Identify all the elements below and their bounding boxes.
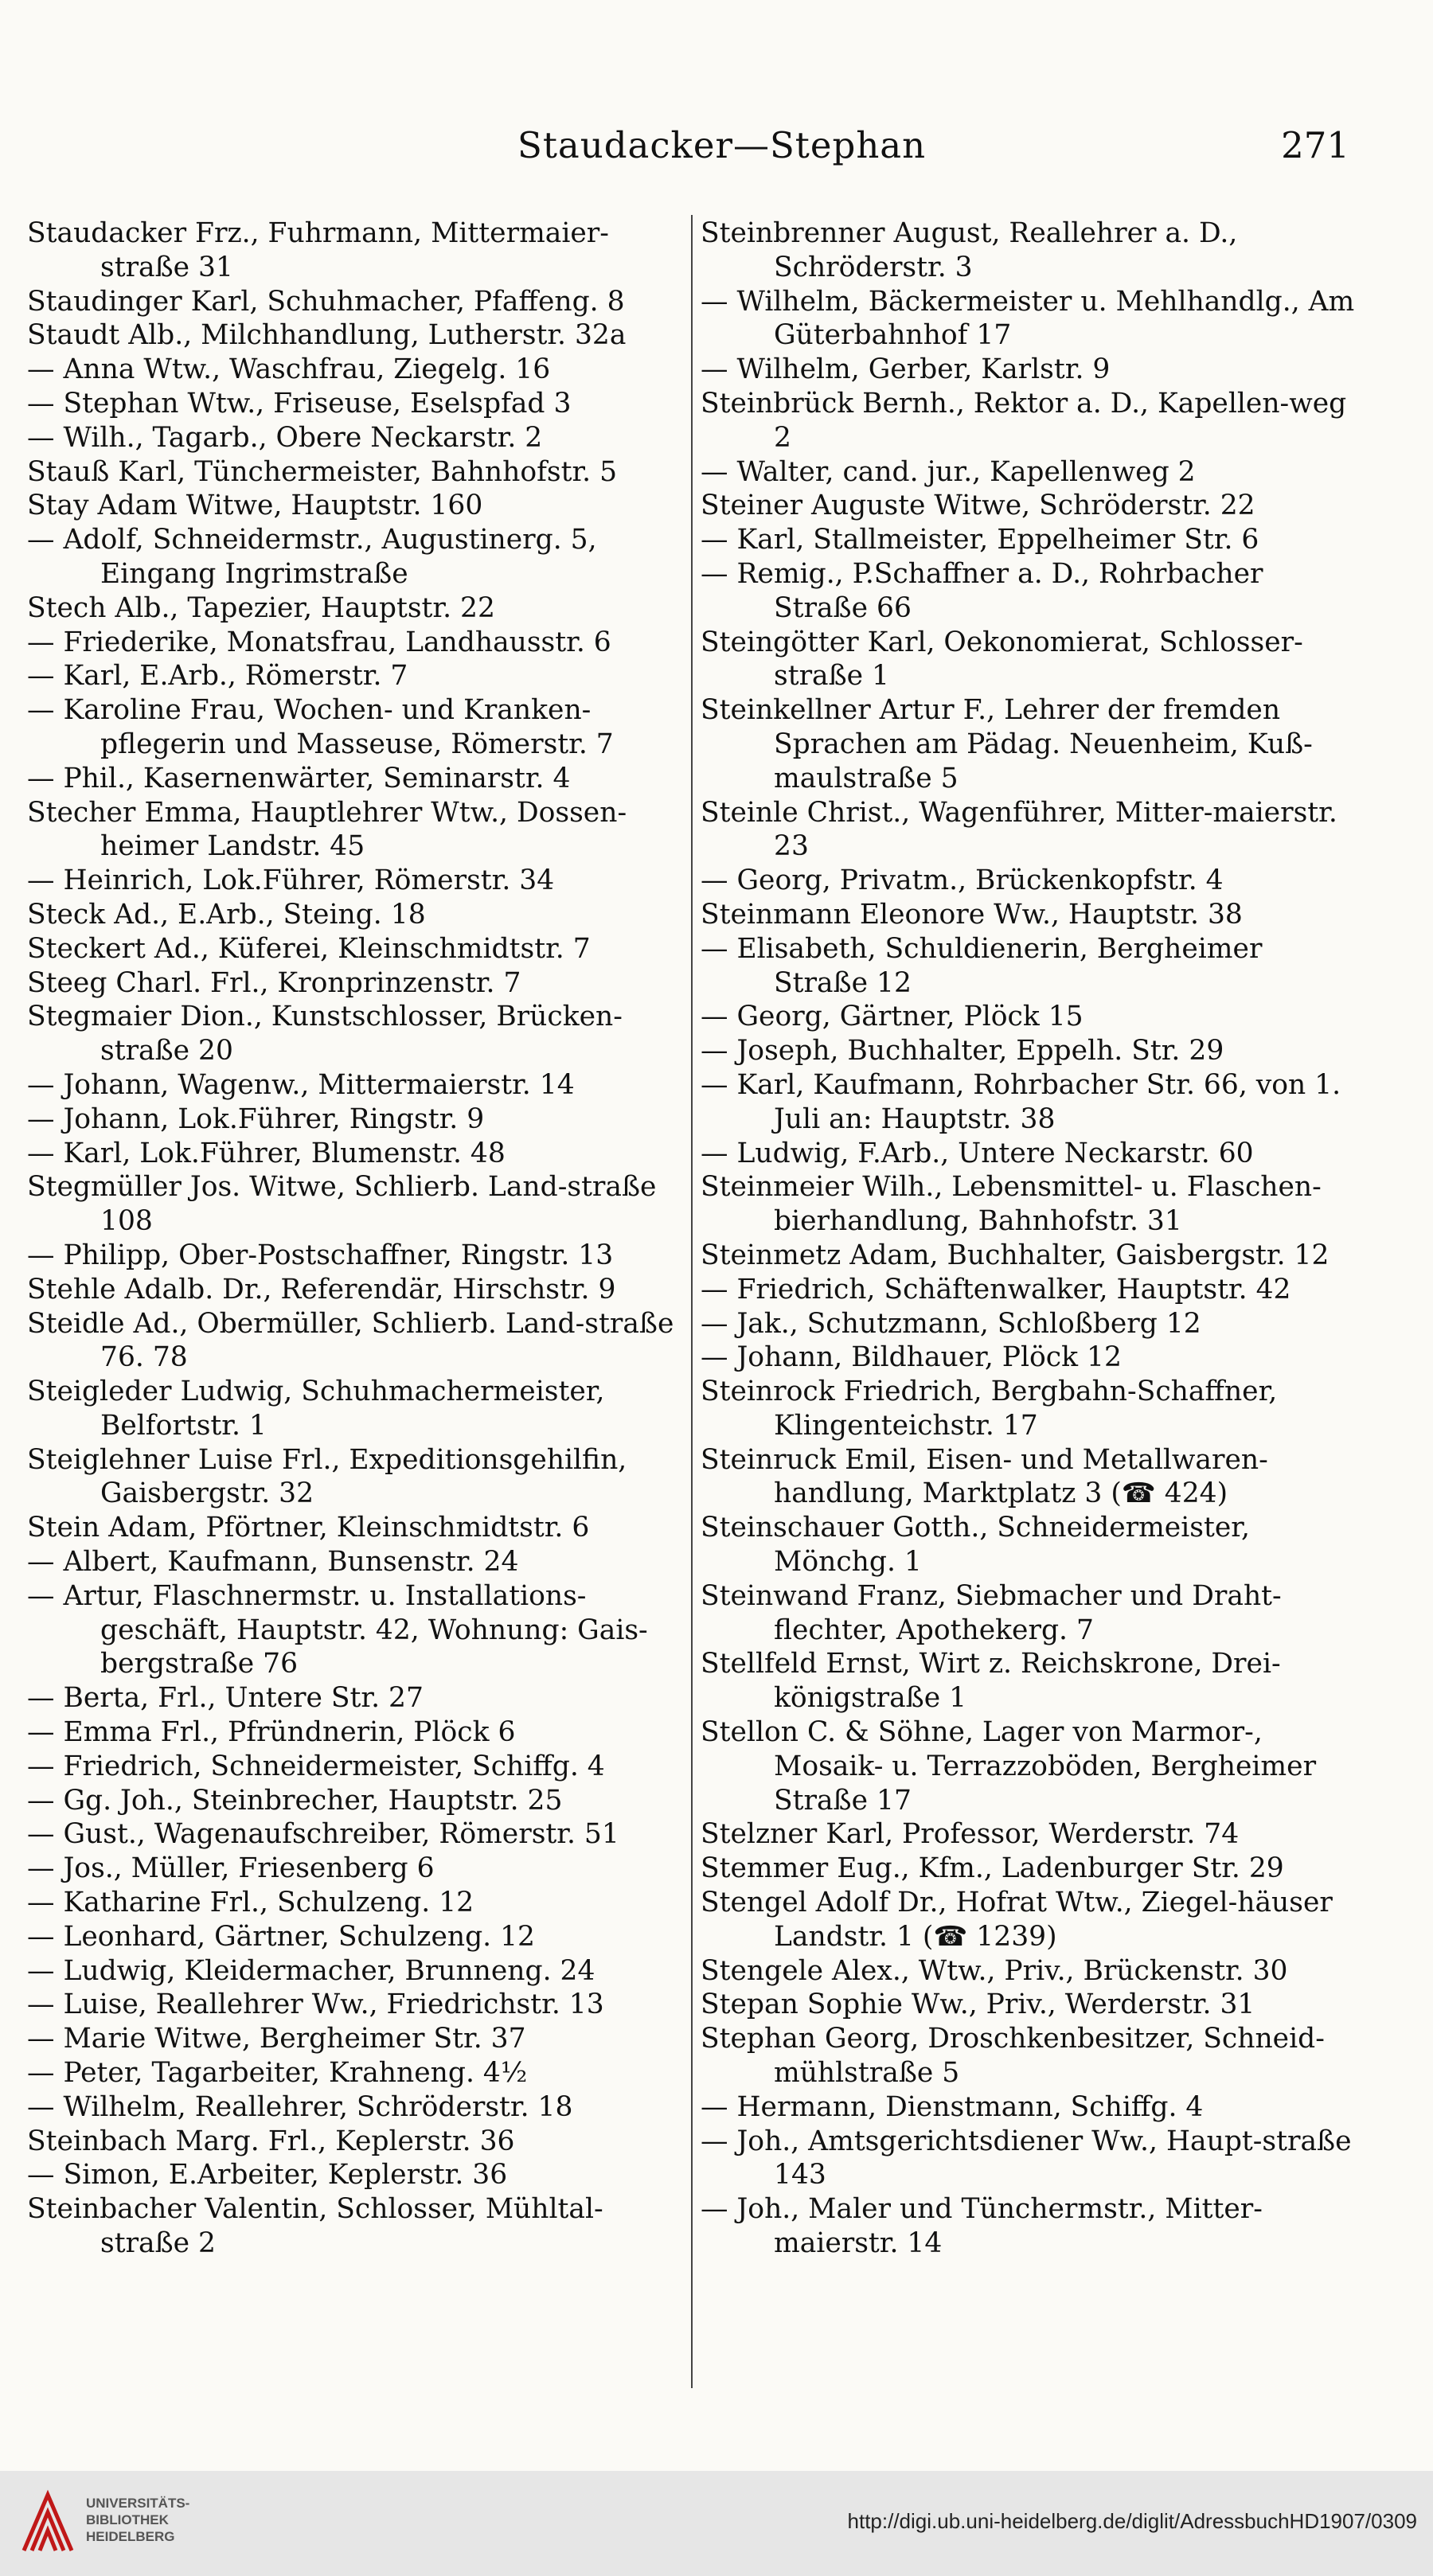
directory-entry: Steinmeier Wilh., Lebensmittel- u. Flaschen-bierhandlung, Bahnhofstr. 31 — [701, 1171, 1322, 1238]
directory-entry: — Anna Wtw., Waschfrau, Ziegelg. 16 — [27, 353, 551, 386]
directory-entry: Steiner Auguste Witwe, Schröderstr. 22 — [701, 490, 1255, 522]
directory-entry: — Stephan Wtw., Friseuse, Eselspfad 3 — [27, 387, 572, 420]
running-title: Staudacker—Stephan — [517, 124, 927, 166]
directory-entry: — Emma Frl., Pfründnerin, Plöck 6 — [27, 1716, 516, 1749]
directory-entry: Stengel Adolf Dr., Hofrat Wtw., Ziegel-häuser Landstr. 1 (☎ 1239) — [701, 1887, 1333, 1953]
directory-entry: — Elisabeth, Schuldienerin, Bergheimer Straße 12 — [701, 932, 1263, 999]
directory-entry: Steinruck Emil, Eisen- und Metallwaren-handlung, Marktplatz 3 (☎ 424) — [701, 1443, 1268, 1510]
directory-entry: — Wilhelm, Reallehrer, Schröderstr. 18 — [27, 2090, 573, 2123]
directory-entry: Steinmetz Adam, Buchhalter, Gaisbergstr. 12 — [701, 1239, 1330, 1271]
directory-entry: — Joh., Amtsgerichtsdiener Ww., Haupt-straße 143 — [701, 2125, 1352, 2192]
directory-entry: — Walter, cand. jur., Kapellenweg 2 — [701, 455, 1196, 488]
directory-entry: Steck Ad., E.Arb., Steing. 18 — [27, 898, 426, 931]
directory-entry: Steinschauer Gotth., Schneidermeister, Mönchg. 1 — [701, 1512, 1250, 1579]
directory-entry: Stehle Adalb. Dr., Referendär, Hirschstr. 9 — [27, 1273, 616, 1306]
directory-entry: — Ludwig, Kleidermacher, Brunneng. 24 — [27, 1954, 595, 1987]
directory-entry: — Simon, E.Arbeiter, Keplerstr. 36 — [27, 2159, 508, 2192]
directory-entry: — Karl, Kaufmann, Rohrbacher Str. 66, von 1. Juli an: Hauptstr. 38 — [701, 1068, 1341, 1135]
directory-entry: — Wilh., Tagarb., Obere Neckarstr. 2 — [27, 421, 543, 454]
directory-entry: Stegmüller Jos. Witwe, Schlierb. Land-straße 108 — [27, 1171, 657, 1238]
directory-entry: — Jak., Schutzmann, Schloßberg 12 — [701, 1307, 1201, 1340]
directory-entry: Stay Adam Witwe, Hauptstr. 160 — [27, 490, 483, 522]
directory-entry: — Remig., P.Schaffner a. D., Rohrbacher Straße 66 — [701, 557, 1263, 624]
directory-entry: Staudacker Frz., Fuhrmann, Mittermaier-straße 31 — [27, 217, 609, 283]
directory-entry: Steckert Ad., Küferei, Kleinschmidtstr. 7 — [27, 932, 591, 965]
directory-entry: — Phil., Kasernenwärter, Seminarstr. 4 — [27, 762, 571, 794]
institution-line: UNIVERSITÄTS- — [86, 2496, 190, 2511]
directory-entry: — Ludwig, F.Arb., Untere Neckarstr. 60 — [701, 1137, 1254, 1169]
directory-entry: Staudinger Karl, Schuhmacher, Pfaffeng. 8 — [27, 285, 625, 318]
directory-entry: — Katharine Frl., Schulzeng. 12 — [27, 1887, 474, 1919]
directory-entry: — Johann, Lok.Führer, Ringstr. 9 — [27, 1103, 485, 1135]
directory-entry: — Georg, Privatm., Brückenkopfstr. 4 — [701, 865, 1224, 897]
directory-entry: — Wilhelm, Bäckermeister u. Mehlhandlg., Am Güterbahnhof 17 — [701, 285, 1355, 352]
directory-entry: — Friedrich, Schneidermeister, Schiffg. 4 — [27, 1750, 605, 1782]
page-number: 271 — [1281, 124, 1349, 166]
directory-entry: — Gust., Wagenaufschreiber, Römerstr. 51 — [27, 1818, 619, 1851]
directory-entry: — Luise, Reallehrer Ww., Friedrichstr. 13 — [27, 1989, 604, 2021]
directory-entry: Steinbacher Valentin, Schlosser, Mühltal-straße 2 — [27, 2193, 603, 2260]
directory-entry: Staudt Alb., Milchhandlung, Lutherstr. 32a — [27, 319, 627, 352]
directory-entry: — Adolf, Schneidermstr., Augustinerg. 5, Eingang Ingrimstraße — [27, 524, 597, 590]
directory-entry: Stengele Alex., Wtw., Priv., Brückenstr. 30 — [701, 1954, 1288, 1987]
directory-entry: Stellon C. & Söhne, Lager von Marmor-, Mosaik- u. Terrazzoböden, Bergheimer Straße 17 — [701, 1716, 1317, 1817]
institution-name — [86, 2495, 189, 2545]
directory-entry: — Leonhard, Gärtner, Schulzeng. 12 — [27, 1920, 535, 1953]
directory-entry: Stellfeld Ernst, Wirt z. Reichskrone, Drei-königstraße 1 — [701, 1648, 1281, 1715]
directory-entry: Steidle Ad., Obermüller, Schlierb. Land-straße 76. 78 — [27, 1307, 674, 1374]
directory-entry: Stauß Karl, Tünchermeister, Bahnhofstr. 5 — [27, 455, 618, 488]
directory-entry: — Gg. Joh., Steinbrecher, Hauptstr. 25 — [27, 1784, 563, 1817]
university-seal-icon — [16, 2487, 80, 2558]
directory-entry: — Philipp, Ober-Postschaffner, Ringstr. 13 — [27, 1239, 614, 1271]
institution-line: HEIDELBERG — [86, 2529, 175, 2544]
directory-entry: Stein Adam, Pförtner, Kleinschmidtstr. 6 — [27, 1512, 590, 1544]
directory-entry: Stemmer Eug., Kfm., Ladenburger Str. 29 — [701, 1852, 1284, 1885]
column-divider — [691, 215, 693, 2388]
directory-entry: — Joh., Maler und Tünchermstr., Mitter-maierstr. 14 — [701, 2193, 1263, 2260]
directory-entry: Steinle Christ., Wagenführer, Mitter-maierstr. 23 — [701, 796, 1337, 863]
footer-bar — [0, 2471, 1433, 2576]
right-column — [701, 217, 1361, 2261]
directory-entry: Stepan Sophie Ww., Priv., Werderstr. 31 — [701, 1989, 1255, 2021]
directory-entry: — Heinrich, Lok.Führer, Römerstr. 34 — [27, 865, 555, 897]
directory-entry: Steinwand Franz, Siebmacher und Draht-flechter, Apothekerg. 7 — [701, 1579, 1282, 1646]
directory-entry: — Johann, Wagenw., Mittermaierstr. 14 — [27, 1068, 575, 1101]
directory-entry: — Karl, Lok.Führer, Blumenstr. 48 — [27, 1137, 506, 1169]
directory-entry: Steingötter Karl, Oekonomierat, Schlosser-straße 1 — [701, 626, 1303, 693]
directory-entry: — Artur, Flaschnermstr. u. Installations-geschäft, Hauptstr. 42, Wohnung: Gais-bergstraße 76 — [27, 1579, 648, 1680]
directory-entry: Steinkellner Artur F., Lehrer der fremden Sprachen am Pädag. Neuenheim, Kuß-maulstraße 5 — [701, 694, 1313, 794]
directory-entry: — Friederike, Monatsfrau, Landhausstr. 6 — [27, 626, 611, 658]
institution-line: BIBLIOTHEK — [86, 2512, 169, 2527]
left-column — [27, 217, 688, 2261]
directory-entry: Stegmaier Dion., Kunstschlosser, Brücken-straße 20 — [27, 1001, 623, 1067]
directory-entry: — Berta, Frl., Untere Str. 27 — [27, 1682, 424, 1715]
directory-entry: Stecher Emma, Hauptlehrer Wtw., Dossen-heimer Landstr. 45 — [27, 796, 627, 863]
directory-entry: — Marie Witwe, Bergheimer Str. 37 — [27, 2023, 526, 2055]
directory-entry: Stech Alb., Tapezier, Hauptstr. 22 — [27, 591, 495, 624]
page-header — [0, 119, 1433, 175]
directory-entry: — Joseph, Buchhalter, Eppelh. Str. 29 — [701, 1035, 1224, 1067]
directory-entry: Steinbrenner August, Reallehrer a. D., Schröderstr. 3 — [701, 217, 1238, 283]
directory-entry: Steinrock Friedrich, Bergbahn-Schaffner, Klingenteichstr. 17 — [701, 1376, 1278, 1442]
directory-entry: Steinbach Marg. Frl., Keplerstr. 36 — [27, 2125, 515, 2157]
source-url-link[interactable]: http://digi.ub.uni-heidelberg.de/diglit/AdressbuchHD1907/0309 — [847, 2509, 1417, 2533]
directory-entry: — Johann, Bildhauer, Plöck 12 — [701, 1341, 1122, 1374]
directory-entry: — Jos., Müller, Friesenberg 6 — [27, 1852, 435, 1885]
directory-entry: — Georg, Gärtner, Plöck 15 — [701, 1001, 1084, 1033]
directory-entry: Steeg Charl. Frl., Kronprinzenstr. 7 — [27, 966, 521, 999]
directory-entry: — Friedrich, Schäftenwalker, Hauptstr. 42 — [701, 1273, 1291, 1306]
directory-entry: Stephan Georg, Droschkenbesitzer, Schneid-mühlstraße 5 — [701, 2023, 1325, 2090]
directory-entry: Steiglehner Luise Frl., Expeditionsgehilfin, Gaisbergstr. 32 — [27, 1443, 627, 1510]
directory-entry: — Peter, Tagarbeiter, Krahneng. 4½ — [27, 2057, 528, 2090]
directory-entry: — Hermann, Dienstmann, Schiffg. 4 — [701, 2090, 1204, 2123]
directory-entry: Steinmann Eleonore Ww., Hauptstr. 38 — [701, 898, 1243, 931]
directory-entry: Steinbrück Bernh., Rektor a. D., Kapellen-weg 2 — [701, 387, 1347, 454]
directory-entry: Steigleder Ludwig, Schuhmachermeister, Belfortstr. 1 — [27, 1376, 605, 1442]
directory-entry: — Karl, Stallmeister, Eppelheimer Str. 6 — [701, 524, 1259, 556]
directory-entry: — Karoline Frau, Wochen- und Kranken-pflegerin und Masseuse, Römerstr. 7 — [27, 694, 614, 760]
directory-entry: — Karl, E.Arb., Römerstr. 7 — [27, 660, 408, 693]
directory-entry: — Albert, Kaufmann, Bunsenstr. 24 — [27, 1546, 519, 1579]
directory-entry: — Wilhelm, Gerber, Karlstr. 9 — [701, 353, 1111, 386]
directory-entry: Stelzner Karl, Professor, Werderstr. 74 — [701, 1818, 1240, 1851]
